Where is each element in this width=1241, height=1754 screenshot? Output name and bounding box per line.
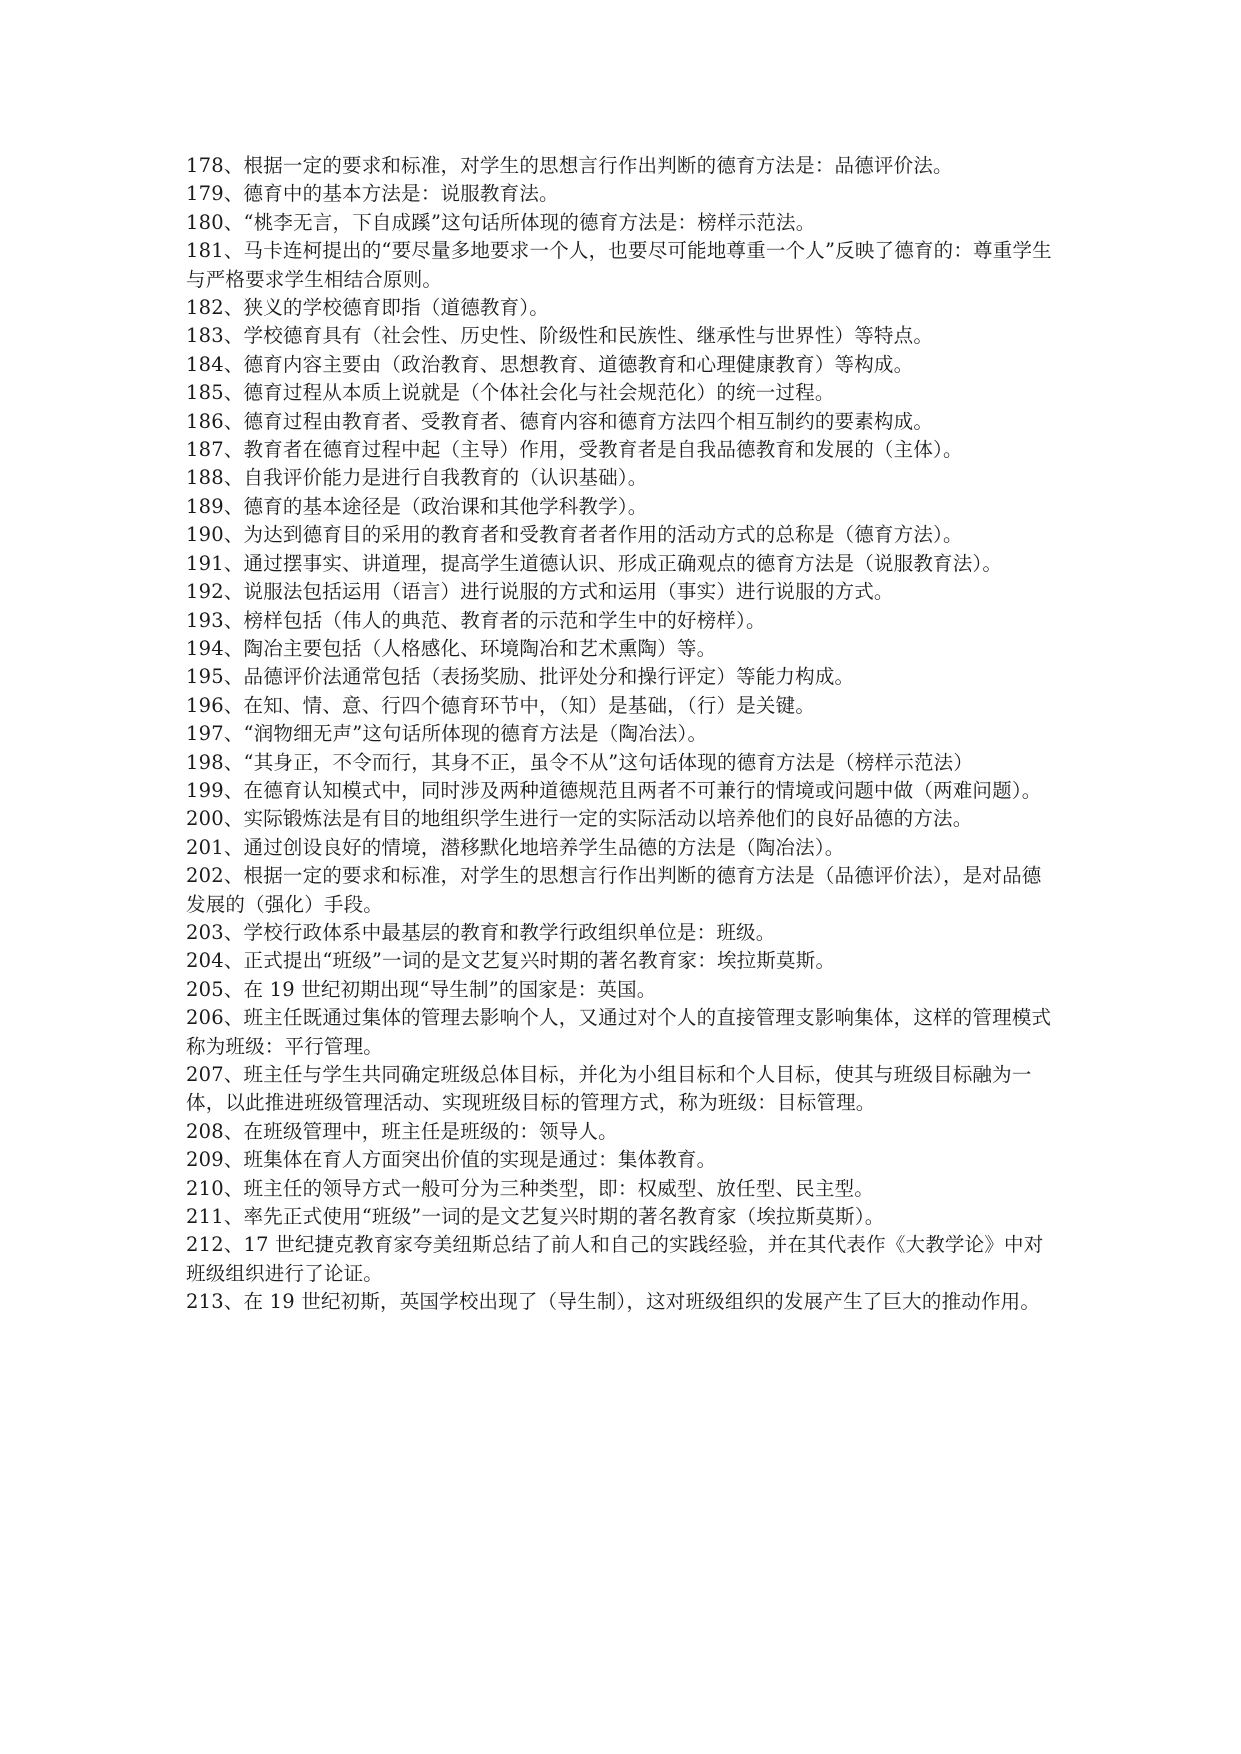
list-item: 198、“其身正，不令而行，其身不正，虽令不从”这句话体现的德育方法是（榜样示范法） — [186, 750, 974, 774]
list-item: 206、班主任既通过集体的管理去影响个人，又通过对个人的直接管理支影响集体，这样的管理模式称为班级：平行管理。 — [186, 1006, 1052, 1058]
list-item: 191、通过摆事实、讲道理，提高学生道德认识、形成正确观点的德育方法是（说服教育法）。 — [186, 551, 1003, 575]
list-item: 192、说服法包括运用（语言）进行说服的方式和运用（事实）进行说服的方式。 — [186, 580, 894, 604]
list-item: 209、班集体在育人方面突出价值的实现是通过：集体教育。 — [186, 1148, 717, 1172]
document-body — [186, 152, 1056, 1317]
list-item: 210、班主任的领导方式一般可分为三种类型，即：权威型、放任型、民主型。 — [186, 1176, 874, 1200]
list-item: 179、德育中的基本方法是：说服教育法。 — [186, 182, 559, 206]
list-item: 193、榜样包括（伟人的典范、教育者的示范和学生中的好榜样）。 — [186, 608, 766, 632]
list-item: 186、德育过程由教育者、受教育者、德育内容和德育方法四个相互制约的要素构成。 — [186, 409, 934, 433]
list-item: 203、学校行政体系中最基层的教育和教学行政组织单位是：班级。 — [186, 920, 776, 944]
list-item: 208、在班级管理中，班主任是班级的：领导人。 — [186, 1119, 618, 1143]
list-item: 194、陶冶主要包括（人格感化、环境陶冶和艺术熏陶）等。 — [186, 636, 717, 660]
list-item: 187、教育者在德育过程中起（主导）作用，受教育者是自我品德教育和发展的（主体）。 — [186, 438, 963, 462]
list-item: 213、在 19 世纪初斯，英国学校出现了（导生制），这对班级组织的发展产生了巨大的推动作用。 — [186, 1290, 1041, 1314]
list-item: 190、为达到德育目的采用的教育者和受教育者者作用的活动方式的总称是（德育方法）。 — [186, 523, 963, 547]
list-item: 204、正式提出“班级”一词的是文艺复兴时期的著名教育家：埃拉斯莫斯。 — [186, 949, 836, 973]
list-item: 182、狭义的学校德育即指（道德教育）。 — [186, 296, 549, 320]
list-item: 199、在德育认知模式中，同时涉及两种道德规范且两者不可兼行的情境或问题中做（两难问题）。 — [186, 778, 1042, 802]
list-item: 183、学校德育具有（社会性、历史性、阶级性和民族性、继承性与世界性）等特点。 — [186, 324, 934, 348]
list-item: 211、率先正式使用“班级”一词的是文艺复兴时期的著名教育家（埃拉斯莫斯）。 — [186, 1205, 885, 1229]
list-item: 202、根据一定的要求和标准，对学生的思想言行作出判断的德育方法是（品德评价法），是对品德发展的（强化）手段。 — [186, 864, 1042, 916]
list-item: 207、班主任与学生共同确定班级总体目标，并化为小组目标和个人目标，使其与班级目标融为一体，以此推进班级管理活动、实现班级目标的管理方式，称为班级：目标管理。 — [186, 1063, 1032, 1115]
list-item: 180、“桃李无言，下自成蹊”这句话所体现的德育方法是：榜样示范法。 — [186, 210, 816, 234]
list-item: 197、“润物细无声”这句话所体现的德育方法是（陶冶法）。 — [186, 722, 708, 746]
list-item: 184、德育内容主要由（政治教育、思想教育、道德教育和心理健康教育）等构成。 — [186, 352, 914, 376]
list-item: 185、德育过程从本质上说就是（个体社会化与社会规范化）的统一过程。 — [186, 381, 835, 405]
list-item: 188、自我评价能力是进行自我教育的（认识基础）。 — [186, 466, 648, 490]
list-item: 181、马卡连柯提出的“要尽量多地要求一个人，也要尽可能地尊重一个人”反映了德育的：尊重学生与严格要求学生相结合原则。 — [186, 239, 1052, 291]
list-item: 189、德育的基本途径是（政治课和其他学科教学）。 — [186, 494, 648, 518]
list-item: 200、实际锻炼法是有目的地组织学生进行一定的实际活动以培养他们的良好品德的方法。 — [186, 807, 973, 831]
list-item: 196、在知、情、意、行四个德育环节中，（知）是基础，（行）是关键。 — [186, 693, 816, 717]
list-item: 178、根据一定的要求和标准，对学生的思想言行作出判断的德育方法是：品德评价法。 — [186, 154, 953, 177]
list-item: 201、通过创设良好的情境，潜移默化地培养学生品德的方法是（陶冶法）。 — [186, 835, 845, 859]
list-item: 205、在 19 世纪初期出现“导生制”的国家是：英国。 — [186, 977, 657, 1001]
list-item: 195、品德评价法通常包括（表扬奖励、批评处分和操行评定）等能力构成。 — [186, 665, 855, 689]
list-item: 212、17 世纪捷克教育家夸美纽斯总结了前人和自己的实践经验，并在其代表作《大教学论》中对班级组织进行了论证。 — [186, 1233, 1044, 1285]
